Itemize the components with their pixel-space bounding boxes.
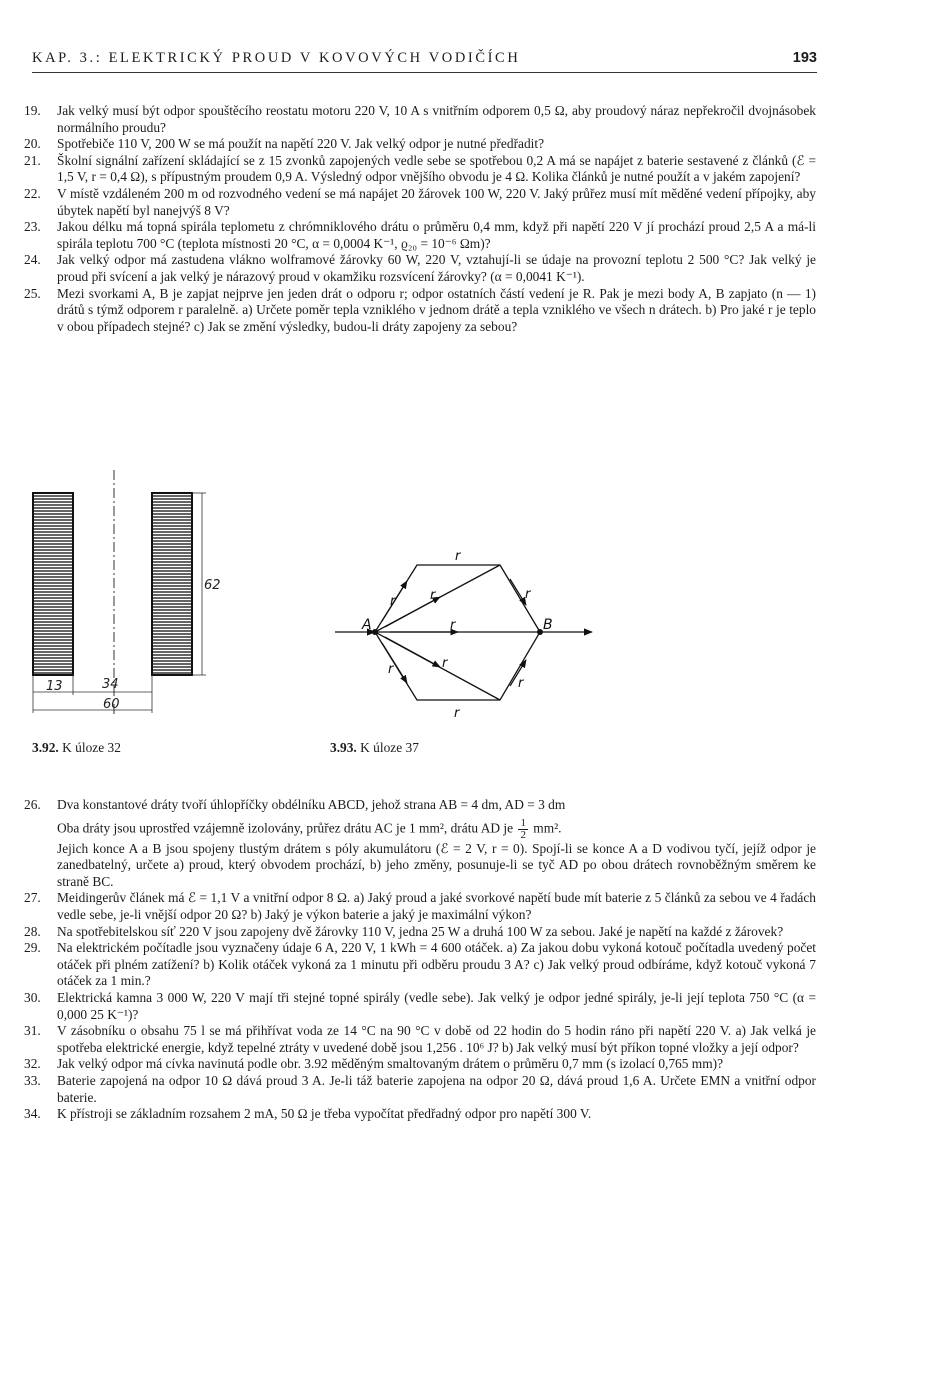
- problem-text: Baterie zapojená na odpor 10 Ω dává proud 3 A. Je-li táž baterie zapojena na odpor 20 Ω, dává proud 1,6 A. Určete EMN a vnitřní odpor baterie.: [57, 1072, 816, 1105]
- resistor-label-top: r: [455, 549, 461, 564]
- problem-20: [24, 136, 816, 153]
- wire-upper-branch: [375, 565, 540, 632]
- resistor-label-upper-left: r: [390, 594, 396, 609]
- coil-winding-left: [33, 493, 73, 675]
- problem-text: Na elektrickém počítadle jsou vyznačeny údaje 6 A, 220 V, 1 kWh = 4 600 otáček. a) Za jakou dobu vykoná kotouč počítadla uvedený počet otáček při plném zatížení? b) Kolik otáček vykoná za 1 minutu při odběru proudu 3 A? c) Jak velký proud odbíráme, když kotouč vykoná 7 otáček za 1 min.?: [57, 940, 816, 989]
- resistor-label-bottom: r: [454, 706, 460, 721]
- problem-26-line-2: [57, 818, 816, 841]
- dimension-middle: 34: [102, 677, 119, 692]
- problem-27: [24, 890, 816, 923]
- figure-3-93-network: [330, 545, 600, 725]
- problem-28: [24, 924, 816, 941]
- problem-34: [24, 1106, 816, 1123]
- problem-text: Elektrická kamna 3 000 W, 220 V mají tři stejné topné spirály (vedle sebe). Jak velký je odpor jedné spirály, je-li její teplota 750 °C (α = 0,000 25 K⁻¹)?: [57, 989, 816, 1022]
- problem-text: Spotřebiče 110 V, 200 W se má použít na napětí 220 V. Jak velký odpor je nutné předřadit?: [57, 136, 545, 152]
- problem-text: Meidingerův článek má ℰ = 1,1 V a vnitřní odpor 8 Ω. a) Jaký proud a jaké svorkové napětí bude mít baterie z 5 článků za sebou ve 4 řadách vedle sebe, je-li vnější odpor 20 Ω? b) Jaký je výkon baterie a jaký je maximální výkon?: [57, 890, 816, 922]
- problem-number: 30.: [24, 989, 41, 1005]
- problem-number: 20.: [24, 136, 41, 152]
- coil-winding-right: [152, 493, 192, 675]
- problem-29: [24, 940, 816, 990]
- chapter-title: KAP. 3.: ELEKTRICKÝ PROUD V KOVOVÝCH VODIČÍCH: [32, 50, 521, 66]
- problem-text: Jakou délku má topná spirála teplometu z chrómniklového drátu o průměru 0,4 mm, když při napětí 220 V jí prochází proud 2,5 A a má-li spirála teplotu 700 °C (teplota místnosti 20 °C, α = 0,0004 K⁻¹, ϱ₂₀ = 10⁻⁶ Ωm)?: [57, 219, 816, 251]
- resistor-label-lower-right: r: [518, 676, 524, 691]
- page-number: 193: [792, 50, 817, 66]
- problem-31: [24, 1023, 816, 1056]
- problem-number: 21.: [24, 152, 41, 168]
- problem-text: Jak velký musí být odpor spouštěcího reostatu motoru 220 V, 10 A s vnitřním odporem 0,5 Ω, aby proudový náraz nepřekročil dvojnásobek normálního proudu?: [57, 103, 816, 135]
- problem-23: [24, 219, 816, 252]
- problem-text: V zásobníku o obsahu 75 l se má přihřívat voda ze 14 °C na 90 °C v době od 22 hodin do 5 hodin ráno při napětí 220 V. a) Jak velká je spotřeba elektrické energie, když tepelné ztráty v uvedené době jsou 1,256 . 10⁶ J? b) Jak velký musí být příkon topné vložky a její odpor?: [57, 1023, 816, 1055]
- caption-number: 3.93.: [330, 740, 357, 755]
- figure-3-93-caption: [330, 740, 419, 756]
- node-a-dot: [372, 629, 378, 635]
- problem-24: [24, 252, 816, 285]
- resistor-label-middle: r: [450, 618, 456, 633]
- node-a-label: A: [362, 617, 372, 633]
- problem-number: 22.: [24, 185, 41, 201]
- problem-text: V místě vzdáleném 200 m od rozvodného vedení se má napájet 20 žárovek 100 W, 220 V. Jaký průřez musí mít měděné vedení přípojky, aby úbytek napětí byl nanejvýš 8 V?: [57, 185, 816, 218]
- problem-text: Jak velký odpor má zastudena vlákno wolframové žárovky 60 W, 220 V, vztahují-li se údaje na provozní teplotu 2 500 °C? Jak velký je proud při svícení a jak velký je nárazový proud v okamžiku rozsvícení žárovky? (α = 0,0041 K⁻¹).: [57, 252, 816, 284]
- figure-3-92-caption: [32, 740, 121, 756]
- problem-26: [24, 797, 816, 890]
- resistor-label-upper-diagonal: r: [430, 588, 436, 603]
- caption-text: K úloze 32: [62, 740, 121, 755]
- caption-text: K úloze 37: [360, 740, 419, 755]
- dimension-total: 60: [103, 697, 120, 712]
- problem-text: Mezi svorkami A, B je zapjat nejprve jen jeden drát o odporu r; odpor ostatních částí vedení je R. Pak je mezi body A, B zapjato (n — 1) drátů s týmž odporem r paralelně. a) Určete poměr tepla vzniklého v jednom drátě a tepla vzniklého ve všech n drátech. b) Pro jaké r je teplo v obou případech stejné? c) Jak se změní výsledky, budou-li dráty zapojeny za sebou?: [57, 285, 816, 334]
- problem-26-line-2-text: Oba dráty jsou uprostřed vzájemně izolovány, průřez drátu AC je 1 mm², drátu AD je: [57, 820, 514, 836]
- problem-number: 33.: [24, 1072, 41, 1088]
- fraction-denominator: 2: [520, 828, 526, 841]
- fraction-numerator: 1: [520, 816, 526, 829]
- resistor-label-lower-diagonal: r: [442, 656, 448, 671]
- problem-number: 34.: [24, 1106, 41, 1122]
- resistor-label-upper-right: r: [525, 587, 531, 602]
- problem-number: 32.: [24, 1056, 41, 1072]
- problem-number: 24.: [24, 252, 41, 268]
- problem-30: [24, 990, 816, 1023]
- problem-25: [24, 286, 816, 336]
- problem-number: 27.: [24, 890, 41, 906]
- problem-text: K přístroji se základním rozsahem 2 mA, 50 Ω je třeba vypočítat předřadný odpor pro napětí 300 V.: [57, 1106, 592, 1122]
- problem-text: Jak velký odpor má cívka navinutá podle obr. 3.92 měděným smaltovaným drátem o průměru 0,7 mm (s izolací 0,765 mm)?: [57, 1056, 724, 1072]
- problem-number: 28.: [24, 923, 41, 939]
- problem-number: 19.: [24, 103, 41, 118]
- problem-number: 26.: [24, 797, 41, 812]
- problem-number: 31.: [24, 1023, 41, 1039]
- problem-21: [24, 153, 816, 186]
- figure-3-92-coil: [20, 465, 250, 725]
- wire-lower-branch: [375, 632, 540, 700]
- problem-32: [24, 1056, 816, 1073]
- problem-26-line-1: Dva konstantové dráty tvoří úhlopříčky obdélníku ABCD, jehož strana AB = 4 dm, AD = 3 dm: [57, 797, 566, 812]
- problem-number: 23.: [24, 219, 41, 235]
- problem-text: Školní signální zařízení skládající se z 15 zvonků zapojených vedle sebe se spotřebou 0,2 A má se napájet z baterie sestavené z článků (ℰ = 1,5 V, r = 0,4 Ω), s přípustným proudem 0,9 A. Výsledný odpor vnějšího obvodu je 4 Ω. Kolika článků je nutné použít a v jakém zapojení?: [57, 152, 816, 185]
- node-b-label: B: [543, 617, 553, 633]
- problem-number: 29.: [24, 940, 41, 956]
- problem-26-unit: mm².: [533, 820, 562, 836]
- dimension-height: 62: [204, 578, 221, 593]
- dimension-left: 13: [46, 679, 63, 694]
- problem-33: [24, 1073, 816, 1106]
- problems-bottom-list: [24, 797, 816, 1123]
- caption-number: 3.92.: [32, 740, 59, 755]
- problem-number: 25.: [24, 285, 41, 301]
- problems-top-list: [24, 103, 816, 335]
- page-header: [32, 50, 817, 73]
- problem-22: [24, 186, 816, 219]
- resistor-label-lower-left: r: [388, 662, 394, 677]
- problem-26-rest: Jejich konce A a B jsou spojeny tlustým drátem s póly akumulátoru (ℰ = 2 V, r = 0). Spojí-li se konce A a D vodivou tyčí, jejíž odpor je zanedbatelný, určete a) proud, který obvodem prochází, b) jeho změny, posunuje-li se tyč AD po obou drátech rovnoběžným směrem ke straně BC.: [57, 840, 816, 889]
- problem-19: [24, 103, 816, 136]
- fraction-one-half: [518, 818, 528, 841]
- problem-text: Na spotřebitelskou síť 220 V jsou zapojeny dvě žárovky 110 V, jedna 25 W a druhá 100 W za sebou. Jaké je napětí na každé z žárovek?: [57, 923, 784, 939]
